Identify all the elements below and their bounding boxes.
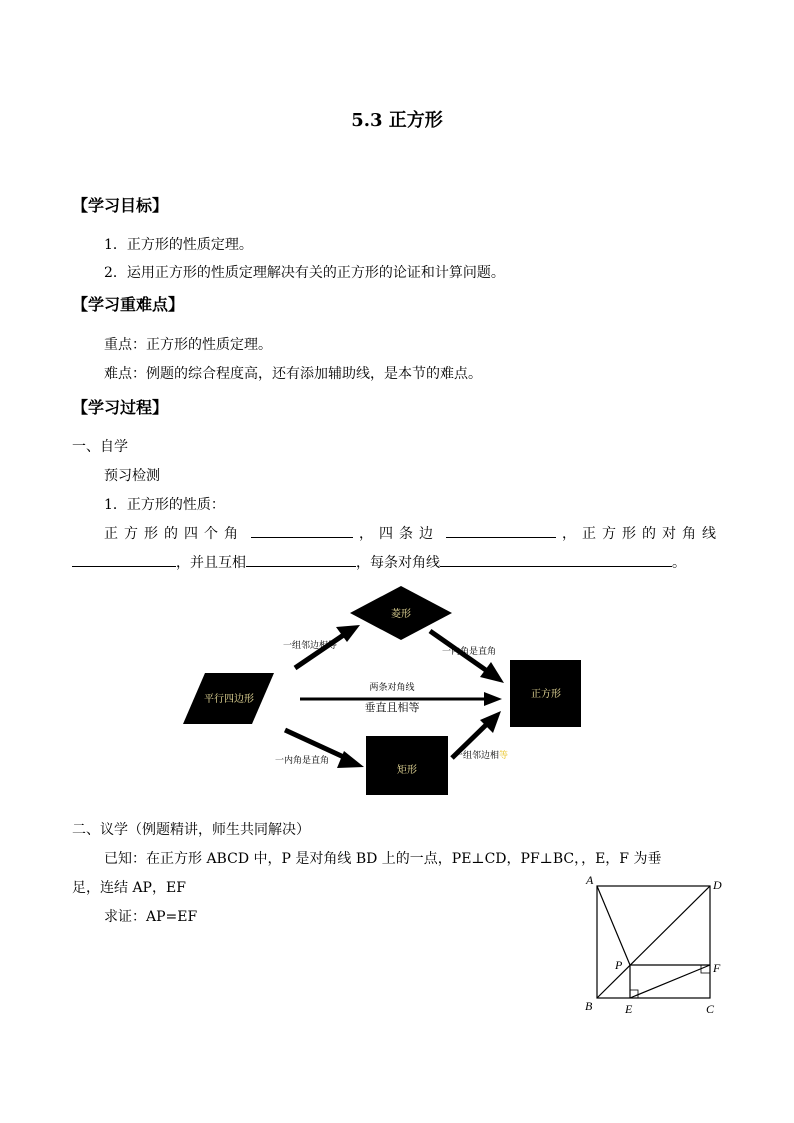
- parallelogram-label: 平行四边形: [204, 694, 254, 705]
- page-title: 5.3 正方形: [351, 110, 443, 131]
- goals-heading: 【学习目标】: [72, 196, 169, 215]
- label-d: D: [713, 878, 722, 892]
- arrow-head-para-square: [484, 692, 502, 706]
- edge-label-para-rect: 一内角是直角: [275, 756, 330, 766]
- rectangle-label: 矩形: [397, 765, 417, 776]
- fill-line-1-c: ，正方形的对角线: [562, 526, 722, 542]
- geometry-figure: [575, 870, 735, 1020]
- keypoints-heading: 【学习重难点】: [72, 295, 185, 314]
- label-b: B: [585, 999, 593, 1013]
- label-p: P: [615, 958, 623, 972]
- diagonal-bd: [597, 886, 710, 998]
- goal-item-2: 2．运用正方形的性质定理解决有关的正方形的论证和计算问题。: [104, 265, 505, 281]
- blank-diagonals[interactable]: [72, 552, 176, 567]
- fill-line-2: [72, 552, 686, 572]
- fill-line-1: [104, 523, 722, 543]
- arrow-head-rhombus-square: [480, 662, 504, 683]
- blank-sides[interactable]: [446, 523, 556, 538]
- fill-line-1-a: 正方形的四个角: [104, 526, 244, 542]
- focus-text: 重点：正方形的性质定理。: [104, 337, 272, 353]
- arrow-para-rhombus: [295, 634, 345, 668]
- goal-item-1: 1．正方形的性质定理。: [104, 237, 253, 253]
- rhombus-label: 菱形: [391, 609, 411, 620]
- arrow-para-rect: [285, 730, 348, 759]
- edge-label-rect-square: [454, 749, 508, 761]
- fill-line-2-b: ，每条对角线: [356, 555, 440, 571]
- difficulty-text: 难点：例题的综合程度高，还有添加辅助线，是本节的难点。: [104, 366, 482, 382]
- edge-label-para-rhombus: 一组邻边相等: [283, 641, 338, 651]
- blank-mutually[interactable]: [246, 552, 356, 567]
- edge-label-para-square-top: 两条对角线: [369, 683, 415, 693]
- square-label: 正方形: [531, 689, 561, 700]
- edge-label-para-square-bottom: 垂直且相等: [364, 701, 420, 714]
- fill-line-2-a: ，并且互相: [176, 555, 246, 571]
- fill-line-2-c: 。: [672, 555, 686, 571]
- label-a: A: [586, 873, 594, 887]
- label-c: C: [706, 1002, 715, 1016]
- blank-angles[interactable]: [251, 523, 353, 538]
- question-1: 1．正方形的性质：: [104, 497, 225, 513]
- label-e: E: [625, 1002, 633, 1016]
- quadrilateral-diagram: [150, 578, 630, 808]
- segment-ap: [597, 886, 630, 965]
- edge-label-rect-square-a: 一组邻边相: [454, 751, 500, 761]
- fill-line-1-b: ，四条边: [359, 526, 439, 542]
- prove-line: 求证：AP=EF: [104, 909, 198, 925]
- preview-label: 预习检测: [104, 468, 160, 484]
- edge-label-rhombus-square: 一内角是直角: [442, 647, 497, 657]
- given-line-2: 足，连结 AP，EF: [72, 880, 186, 896]
- discussion-heading: 二、议学（例题精讲，师生共同解决）: [72, 822, 310, 838]
- label-f: F: [713, 961, 721, 975]
- process-heading: 【学习过程】: [72, 398, 169, 417]
- blank-each-diagonal[interactable]: [440, 552, 672, 567]
- given-line-1: 已知：在正方形 ABCD 中，P 是对角线 BD 上的一点，PE⊥CD，PF⊥BC，，E，F 为垂: [104, 851, 662, 867]
- self-study-label: 一、自学: [72, 439, 128, 455]
- segment-ef: [630, 965, 710, 998]
- edge-label-rect-square-b: 等: [499, 751, 509, 761]
